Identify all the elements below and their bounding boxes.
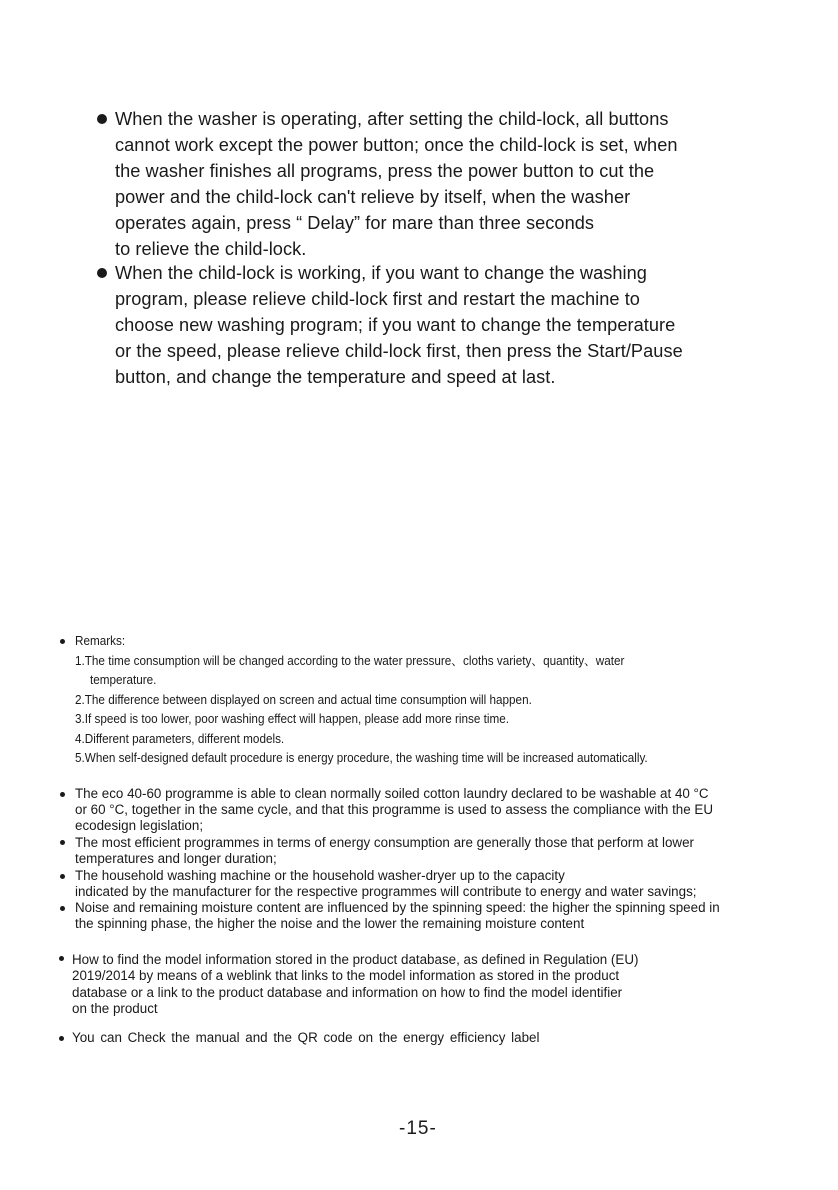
database-note-line: on the product: [72, 1001, 158, 1016]
child-lock-text-line: cannot work except the power button; once the child-lock is set, when: [115, 135, 678, 155]
child-lock-text-line: to relieve the child-lock.: [115, 239, 307, 259]
child-lock-text-line: choose new washing program; if you want to change the temperature: [115, 315, 676, 335]
bullet-icon: [97, 268, 107, 278]
remarks-item: temperature.: [90, 673, 157, 687]
remarks-item: 2.The difference between displayed on screen and actual time consumption will happen.: [75, 693, 532, 707]
eco-note-line: Noise and remaining moisture content are influenced by the spinning speed: the higher the spinning speed in: [75, 900, 720, 915]
bullet-icon: [60, 840, 65, 845]
eco-note-line: ecodesign legislation;: [75, 818, 204, 833]
eco-note-line: The most efficient programmes in terms of energy consumption are generally those that perform at lower: [75, 835, 694, 850]
database-note-line: You can Check the manual and the QR code on the energy efficiency label: [72, 1030, 540, 1045]
eco-note-line: the spinning phase, the higher the noise and the lower the remaining moisture content: [75, 916, 585, 931]
database-note-line: 2019/2014 by means of a weblink that links to the model information as stored in the product: [72, 968, 620, 983]
child-lock-text-line: operates again, press “ Delay” for mare than three seconds: [115, 213, 595, 233]
bullet-icon: [59, 956, 64, 961]
eco-note-line: indicated by the manufacturer for the respective programmes will contribute to energy and water savings;: [75, 884, 697, 899]
child-lock-text-line: program, please relieve child-lock first and restart the machine to: [115, 289, 640, 309]
child-lock-text-line: or the speed, please relieve child-lock first, then press the Start/Pause: [115, 341, 683, 361]
child-lock-text-line: the washer finishes all programs, press the power button to cut the: [115, 161, 655, 181]
child-lock-text-line: power and the child-lock can't relieve by itself, when the washer: [115, 187, 631, 207]
bullet-icon: [60, 906, 65, 911]
remarks-title: Remarks:: [75, 634, 126, 648]
bullet-icon: [60, 792, 65, 797]
remarks-item: 3.If speed is too lower, poor washing effect will happen, please add more rinse time.: [75, 712, 510, 726]
page-number: -15-: [399, 1118, 437, 1139]
bullet-icon: [59, 1036, 64, 1041]
bullet-icon: [60, 874, 65, 879]
eco-note-line: The household washing machine or the household washer-dryer up to the capacity: [75, 868, 565, 883]
database-note-line: How to find the model information stored in the product database, as defined in Regulation (EU): [72, 952, 639, 967]
child-lock-text-line: When the child-lock is working, if you want to change the washing: [115, 263, 647, 283]
remarks-item: 1.The time consumption will be changed according to the water pressure、cloths variety、quantity、water: [75, 654, 625, 668]
database-note-line: database or a link to the product database and information on how to find the model identifier: [72, 985, 623, 1000]
eco-note-line: temperatures and longer duration;: [75, 851, 277, 866]
remarks-item: 5.When self-designed default procedure is energy procedure, the washing time will be increased automatically.: [75, 751, 648, 765]
bullet-icon: [97, 114, 107, 124]
child-lock-text-line: When the washer is operating, after setting the child-lock, all buttons: [115, 109, 669, 129]
remarks-item: 4.Different parameters, different models.: [75, 732, 285, 746]
eco-note-line: The eco 40-60 programme is able to clean normally soiled cotton laundry declared to be washable at 40 °C: [75, 786, 709, 801]
bullet-icon: [60, 639, 65, 644]
child-lock-text-line: button, and change the temperature and speed at last.: [115, 367, 556, 387]
eco-note-line: or 60 °C, together in the same cycle, and that this programme is used to assess the compliance with the EU: [75, 802, 714, 817]
